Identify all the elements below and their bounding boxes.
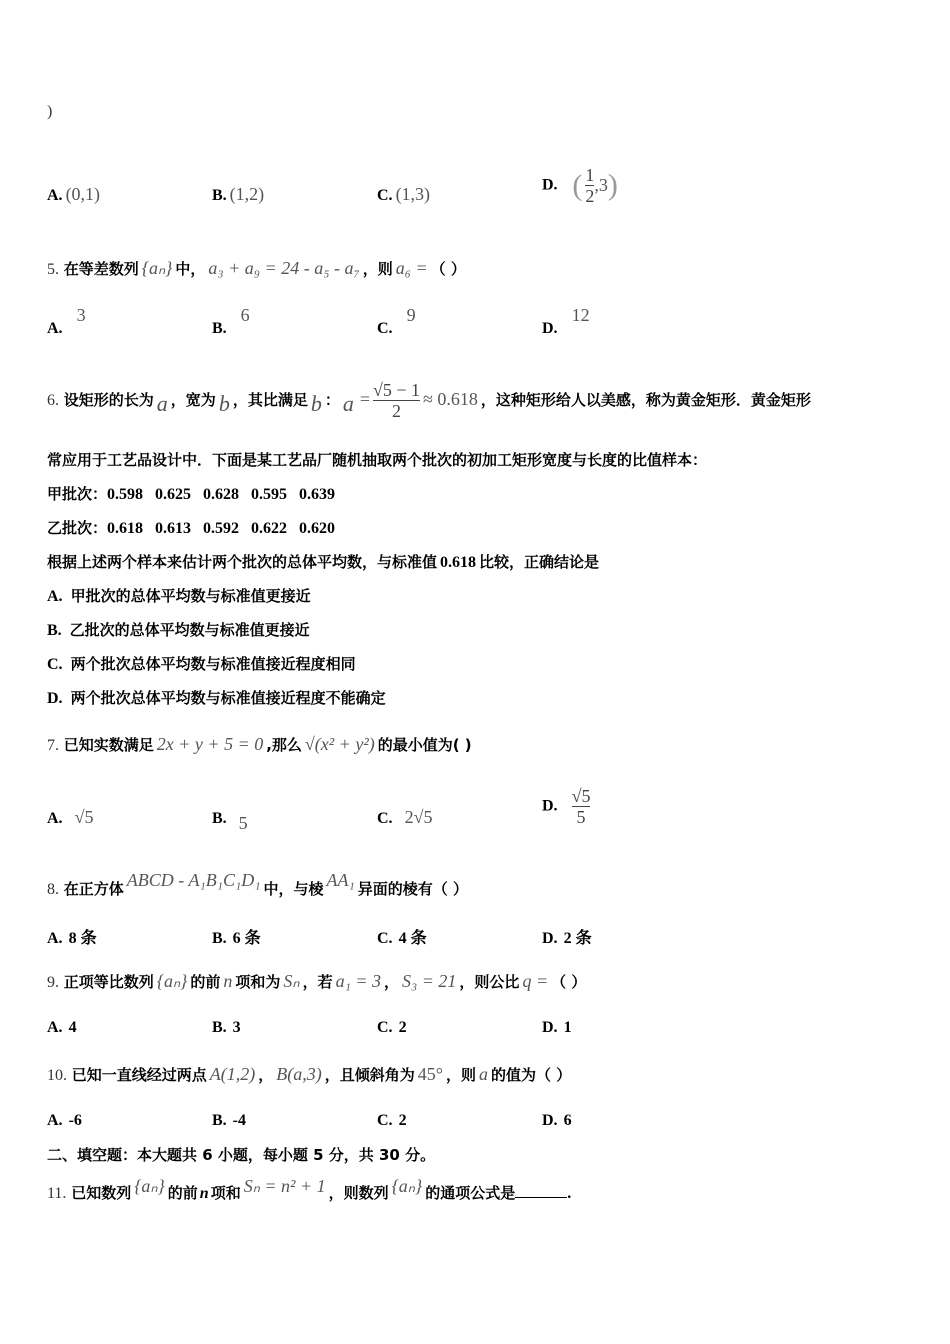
option-label: A. (47, 1112, 63, 1129)
option-label: D. (542, 176, 558, 194)
text: ： (324, 391, 340, 409)
batch-values: 0.618 0.613 0.592 0.622 0.620 (107, 520, 336, 537)
batch-label: 乙批次： (47, 519, 108, 537)
option-label: A. (47, 187, 63, 204)
option-value: -6 (68, 1112, 82, 1129)
option-value: 12 (571, 305, 590, 325)
option-value: (1,3) (395, 184, 431, 204)
previous-question-tail: ) (47, 103, 53, 120)
math: n (223, 971, 233, 991)
q4-option-c (377, 184, 433, 205)
text: 已知一直线经过两点 (71, 1066, 207, 1084)
option-label: A. (47, 320, 63, 337)
math: 45° (417, 1064, 443, 1084)
math: Sₙ (283, 971, 300, 991)
option-label: B. (212, 1112, 227, 1129)
option-label: D. (47, 690, 63, 707)
math: a (479, 1064, 489, 1084)
option-label: A. (47, 1019, 63, 1036)
option-label: B. (212, 930, 227, 947)
q5-option-a (47, 305, 89, 337)
q6-option-d (47, 688, 386, 709)
option-label: A. (47, 588, 63, 605)
text: ,那么 (266, 736, 302, 754)
q7-option-d (542, 786, 590, 827)
q10-option-c (377, 1111, 407, 1130)
option-value: 6 条 (232, 930, 261, 947)
math: S₃ = 21 (402, 971, 457, 991)
question-number: 8. (47, 881, 59, 898)
batch-label: 甲批次： (47, 485, 108, 503)
math: A(1,2) (209, 1064, 256, 1084)
option-value: 6 (563, 1112, 572, 1129)
text: 的前 (167, 1184, 198, 1202)
text: 中，与棱 (263, 880, 324, 898)
option-label: B. (212, 187, 227, 204)
question-10 (47, 1064, 571, 1086)
math: B(a,3) (276, 1064, 322, 1084)
math: = (359, 389, 370, 409)
math: a (342, 391, 354, 416)
q5-option-d (542, 305, 593, 337)
question-number: 9. (47, 974, 59, 991)
text: 已知实数满足 (63, 736, 154, 754)
text: ，这种矩形给人以美感，称为黄金矩形．黄金矩形 (480, 391, 811, 409)
option-value: √5 (74, 807, 94, 827)
q10-option-d (542, 1111, 572, 1130)
option-value: 1 (563, 1019, 572, 1036)
q8-option-d (542, 925, 592, 948)
text: ，则 (362, 260, 393, 278)
math: {aₙ} (156, 971, 188, 991)
text: 的最小值为( ) (377, 736, 472, 754)
math: a₆ = (395, 258, 428, 278)
text: 在正方体 (63, 880, 124, 898)
math: {aₙ} (134, 1176, 165, 1196)
text: ， (384, 973, 400, 991)
q6-question-line (47, 552, 599, 573)
q4-option-d: D. ( $\frac{1}{2}$ ,3) (542, 165, 618, 206)
option-value: ,3 (594, 175, 608, 195)
q5-option-c (377, 305, 419, 337)
question-number: 11. (47, 1185, 67, 1202)
q9-option-c (377, 1018, 407, 1037)
text: 正项等比数列 (63, 973, 154, 991)
denominator: 2 (392, 401, 402, 421)
option-value: 8 条 (68, 930, 97, 947)
option-label: C. (47, 656, 63, 673)
q6-text-line: 常应用于工艺品设计中．下面是某工艺品厂随机抽取两个批次的初加工矩形宽度与长度的比值样本： (47, 451, 708, 469)
q8-option-c (377, 925, 427, 948)
fraction (572, 786, 591, 827)
q6-option-b (47, 620, 310, 641)
option-label: B. (212, 1019, 227, 1036)
q9-option-a (47, 1018, 77, 1037)
section-heading-fill-in: 二、填空题：本大题共 6 小题，每小题 5 分，共 30 分。 (47, 1146, 436, 1164)
numerator: √5 − 1 (373, 380, 421, 400)
option-value: -4 (232, 1112, 246, 1129)
option-value: 4 条 (398, 930, 427, 947)
text: 根据上述两个样本来估计两个批次的总体平均数，与标准值 (47, 553, 438, 571)
option-value: 甲批次的总体平均数与标准值更接近 (70, 587, 311, 605)
math: ABCD - A₁B₁C₁D₁ (126, 870, 261, 890)
option-value: 乙批次的总体平均数与标准值更接近 (69, 621, 310, 639)
text: 比较，正确结论是 (479, 553, 600, 571)
q7-option-b (212, 807, 251, 833)
q6-option-c (47, 654, 356, 675)
text: ，若 (302, 973, 333, 991)
math: AA₁ (326, 870, 355, 890)
q8-option-b (212, 925, 261, 948)
math: 2x + y + 5 = 0 (156, 734, 264, 754)
text: 中， (175, 260, 206, 278)
math: Sₙ = n² + 1 (243, 1176, 326, 1196)
text: . (567, 1185, 572, 1202)
option-value: 6 (240, 305, 250, 325)
question-11 (47, 1176, 572, 1204)
option-value: 3 (76, 305, 86, 325)
math: n (199, 1185, 209, 1202)
option-label: D. (542, 1112, 558, 1129)
q7-option-c (377, 807, 435, 828)
math: b (310, 391, 322, 416)
math: b (218, 391, 230, 416)
fraction (585, 165, 594, 206)
question-6 (47, 372, 811, 427)
option-label: C. (377, 1112, 393, 1129)
text: 项和 (210, 1184, 241, 1202)
q5-option-b (212, 305, 253, 337)
question-number: 5. (47, 261, 59, 278)
option-value: 2 (398, 1019, 407, 1036)
q8-option-a (47, 925, 97, 948)
text: 项和为 (235, 973, 281, 991)
option-value: 2√5 (404, 807, 433, 827)
q9-option-d (542, 1018, 572, 1037)
math: {aₙ} (141, 258, 173, 278)
question-9 (47, 971, 586, 993)
text: 异面的棱有（ ） (357, 880, 468, 898)
text: ，其比满足 (232, 391, 308, 409)
math: √(x² + y²) (304, 734, 375, 754)
option-value: 5 (238, 813, 248, 833)
text: 的前 (190, 973, 221, 991)
option-label: D. (542, 1019, 558, 1036)
math: a₁ = 3 (335, 971, 381, 991)
option-label: C. (377, 810, 393, 827)
question-5 (47, 258, 466, 280)
answer-blank[interactable] (515, 1183, 567, 1198)
option-label: C. (377, 320, 393, 337)
option-label: C. (377, 187, 393, 204)
text: 的值为（ ） (491, 1066, 572, 1084)
text: ， (258, 1066, 274, 1084)
option-label: B. (212, 320, 227, 337)
question-number: 6. (47, 392, 59, 409)
math: {aₙ} (391, 1176, 423, 1196)
option-label: B. (47, 622, 62, 639)
q7-option-a (47, 807, 96, 828)
option-label: A. (47, 810, 63, 827)
q9-option-b (212, 1018, 241, 1037)
text: 在等差数列 (63, 260, 139, 278)
denominator: 2 (585, 186, 595, 206)
batch-b (47, 518, 335, 539)
text: （ ） (430, 260, 466, 278)
option-value: 3 (232, 1019, 241, 1036)
text: （ ） (551, 973, 587, 991)
option-value: 2 条 (563, 930, 592, 947)
text: 已知数列 (71, 1184, 132, 1202)
text: ，则 (446, 1066, 477, 1084)
text: 的通项公式是 (425, 1184, 516, 1202)
denominator: 5 (576, 807, 586, 827)
q10-option-a (47, 1111, 82, 1130)
text: 设矩形的长为 (63, 391, 154, 409)
math: q = (522, 971, 549, 991)
math: a (156, 391, 168, 416)
batch-a (47, 484, 335, 505)
q4-option-a (47, 184, 103, 205)
question-number: 7. (47, 737, 59, 754)
q6-option-a (47, 586, 311, 607)
text: ，则数列 (328, 1184, 389, 1202)
text: 0.618 (440, 554, 477, 571)
option-value: (1,2) (229, 184, 265, 204)
option-value: (0,1) (65, 184, 101, 204)
golden-ratio-fraction (373, 380, 420, 421)
option-value: 4 (68, 1019, 77, 1036)
text: ，则公比 (459, 973, 520, 991)
q10-option-b (212, 1111, 246, 1130)
text: ，宽为 (170, 391, 216, 409)
option-label: D. (542, 797, 558, 815)
numerator: 1 (585, 165, 595, 185)
q4-option-b (212, 184, 267, 205)
option-value: 两个批次总体平均数与标准值接近程度不能确定 (70, 689, 386, 707)
option-value: 2 (398, 1112, 407, 1129)
option-label: A. (47, 930, 63, 947)
option-value: 9 (406, 305, 416, 325)
option-label: D. (542, 930, 558, 947)
numerator: √5 (571, 786, 591, 806)
question-7 (47, 734, 472, 756)
math: a₃ + a₉ = 24 - a₅ - a₇ (208, 258, 360, 278)
option-label: B. (212, 810, 227, 827)
math: ≈ 0.618 (423, 389, 478, 409)
batch-values: 0.598 0.625 0.628 0.595 0.639 (107, 486, 336, 503)
text: ，且倾斜角为 (324, 1066, 415, 1084)
option-label: D. (542, 320, 558, 337)
option-value: 两个批次总体平均数与标准值接近程度相同 (70, 655, 356, 673)
question-8 (47, 870, 468, 900)
question-number: 10. (47, 1067, 67, 1084)
option-label: C. (377, 1019, 393, 1036)
option-label: C. (377, 930, 393, 947)
